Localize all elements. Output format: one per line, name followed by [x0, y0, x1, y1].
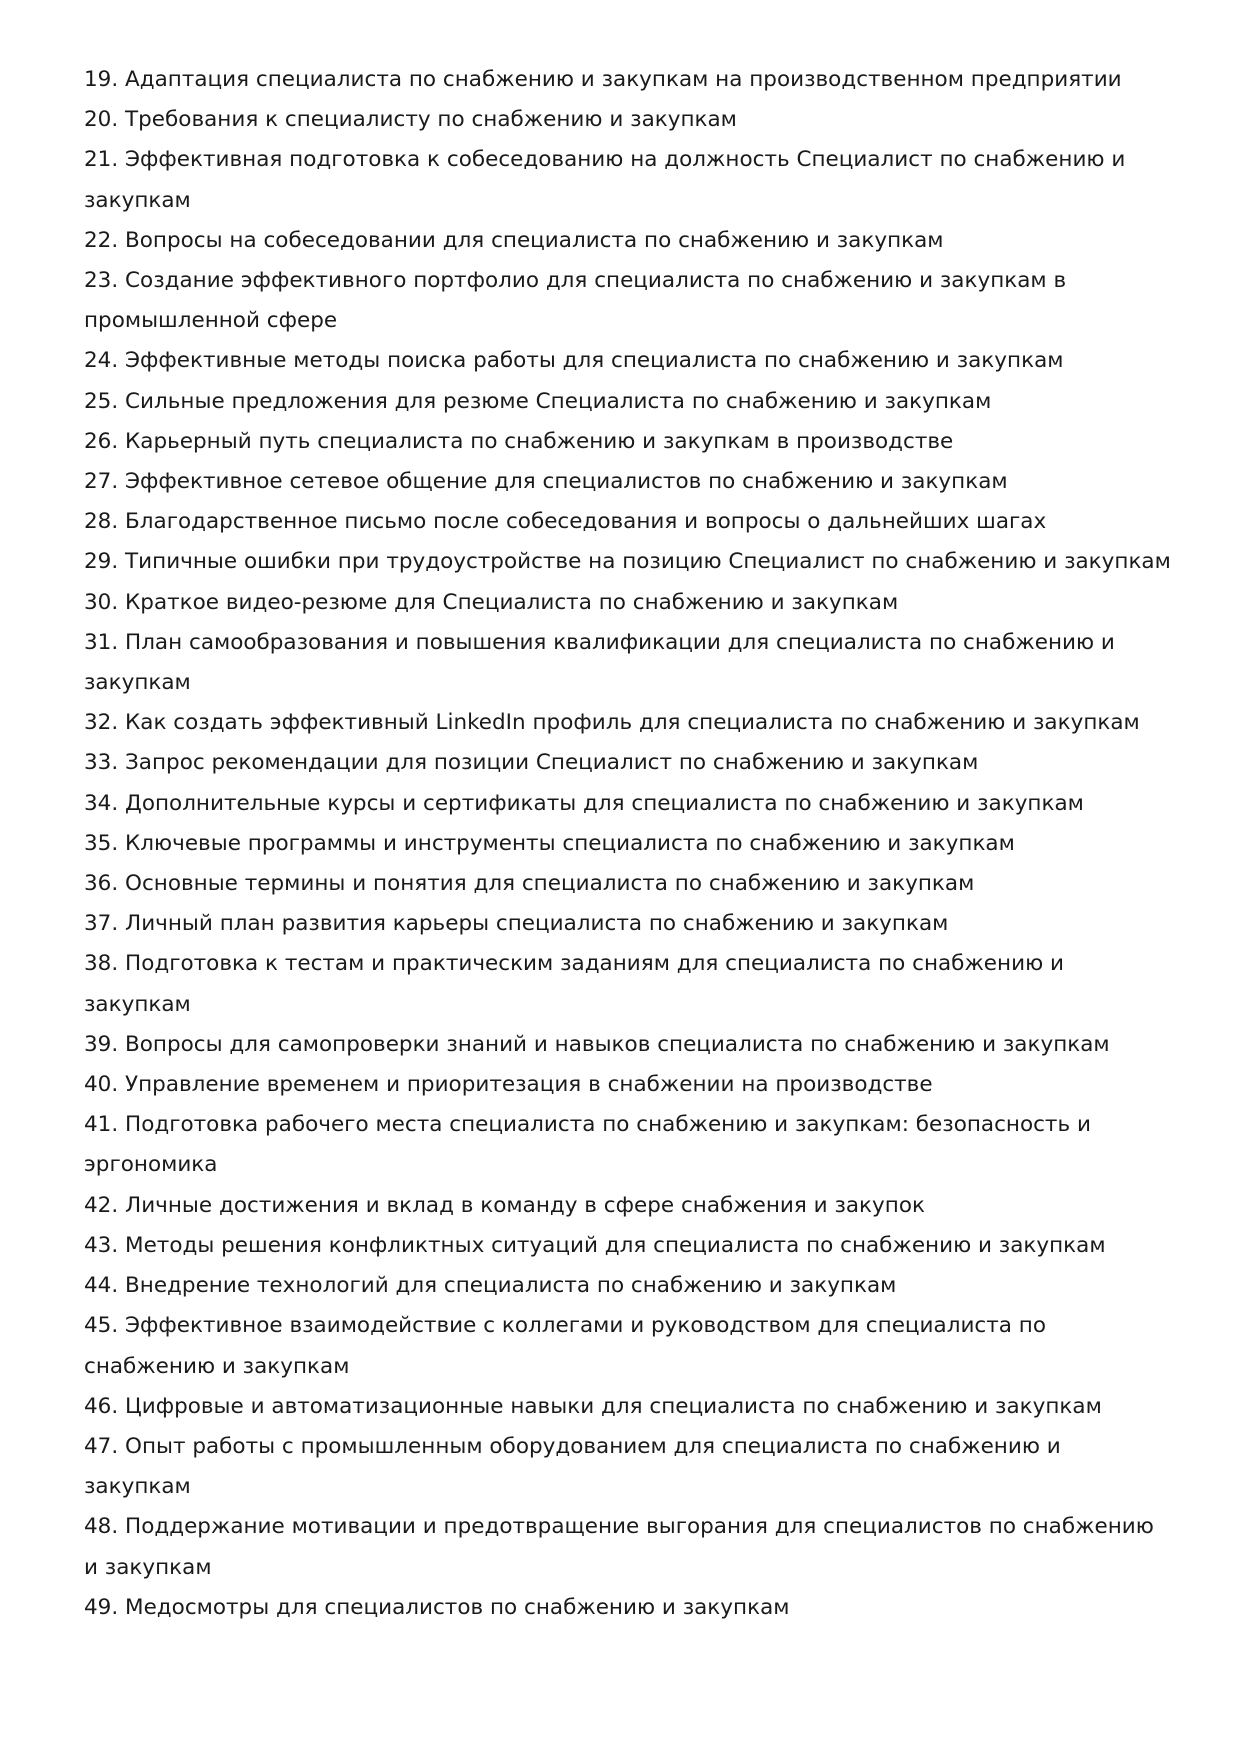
list-item: 34. Дополнительные курсы и сертификаты для специалиста по снабжению и закупкам [84, 790, 1084, 816]
list-item: 35. Ключевые программы и инструменты специалиста по снабжению и закупкам [84, 830, 1015, 856]
list-item: 25. Сильные предложения для резюме Специалиста по снабжению и закупкам [84, 388, 992, 414]
list-item: 37. Личный план развития карьеры специалиста по снабжению и закупкам [84, 911, 949, 937]
list-item: 28. Благодарственное письмо после собеседования и вопросы о дальнейших шагах [84, 509, 1047, 535]
list-item: 40. Управление временем и приоритезация в снабжении на производстве [84, 1072, 933, 1098]
list-item: 23. Создание эффективного портфолио для специалиста по снабжению и закупкам в промышленной сфере [84, 268, 1067, 334]
list-item: 31. План самообразования и повышения квалификации для специалиста по снабжению и закупкам [84, 629, 1115, 696]
list-item: 20. Требования к специалисту по снабжению и закупкам [84, 107, 737, 133]
list-item: 45. Эффективное взаимодействие с коллегами и руководством для специалиста по снабжению и закупкам [84, 1313, 1046, 1379]
list-item: 30. Краткое видео-резюме для Специалиста по снабжению и закупкам [84, 589, 899, 615]
list-item: 47. Опыт работы с промышленным оборудованием для специалиста по снабжению и закупкам [84, 1433, 1061, 1500]
list-item: 27. Эффективное сетевое общение для специалистов по снабжению и закупкам [84, 469, 1008, 495]
list-item: 48. Поддержание мотивации и предотвращение выгорания для специалистов по снабжению и закупкам [84, 1514, 1154, 1580]
list-item: 42. Личные достижения и вклад в команду в сфере снабжения и закупок [84, 1192, 925, 1218]
list-item: 19. Адаптация специалиста по снабжению и закупкам на производственном предприятии [84, 67, 1122, 92]
list-item: 24. Эффективные методы поиска работы для специалиста по снабжению и закупкам [84, 348, 1064, 374]
list-item: 46. Цифровые и автоматизационные навыки для специалиста по снабжению и закупкам [84, 1393, 1102, 1419]
list-item: 43. Методы решения конфликтных ситуаций для специалиста по снабжению и закупкам [84, 1232, 1106, 1258]
list-item: 21. Эффективная подготовка к собеседованию на должность Специалист по снабжению и закупкам [84, 147, 1126, 213]
list-item: 33. Запрос рекомендации для позиции Специалист по снабжению и закупкам [84, 750, 979, 776]
list-item: 26. Карьерный путь специалиста по снабжению и закупкам в производстве [84, 428, 954, 454]
list-item: 38. Подготовка к тестам и практическим заданиям для специалиста по снабжению и закупкам [84, 951, 1064, 1017]
contents-list [84, 60, 1174, 1628]
list-item: 41. Подготовка рабочего места специалиста по снабжению и закупкам: безопасность и эргономика [84, 1112, 1091, 1178]
list-item: 49. Медосмотры для специалистов по снабжению и закупкам [84, 1594, 790, 1620]
list-item: 32. Как создать эффективный LinkedIn профиль для специалиста по снабжению и закупкам [84, 710, 1140, 736]
list-item: 22. Вопросы на собеседовании для специалиста по снабжению и закупкам [84, 227, 944, 253]
list-item: 36. Основные термины и понятия для специалиста по снабжению и закупкам [84, 871, 975, 897]
list-item: 29. Типичные ошибки при трудоустройстве на позицию Специалист по снабжению и закупкам [84, 549, 1171, 575]
list-item: 39. Вопросы для самопроверки знаний и навыков специалиста по снабжению и закупкам [84, 1031, 1110, 1057]
list-item: 44. Внедрение технологий для специалиста по снабжению и закупкам [84, 1273, 897, 1299]
